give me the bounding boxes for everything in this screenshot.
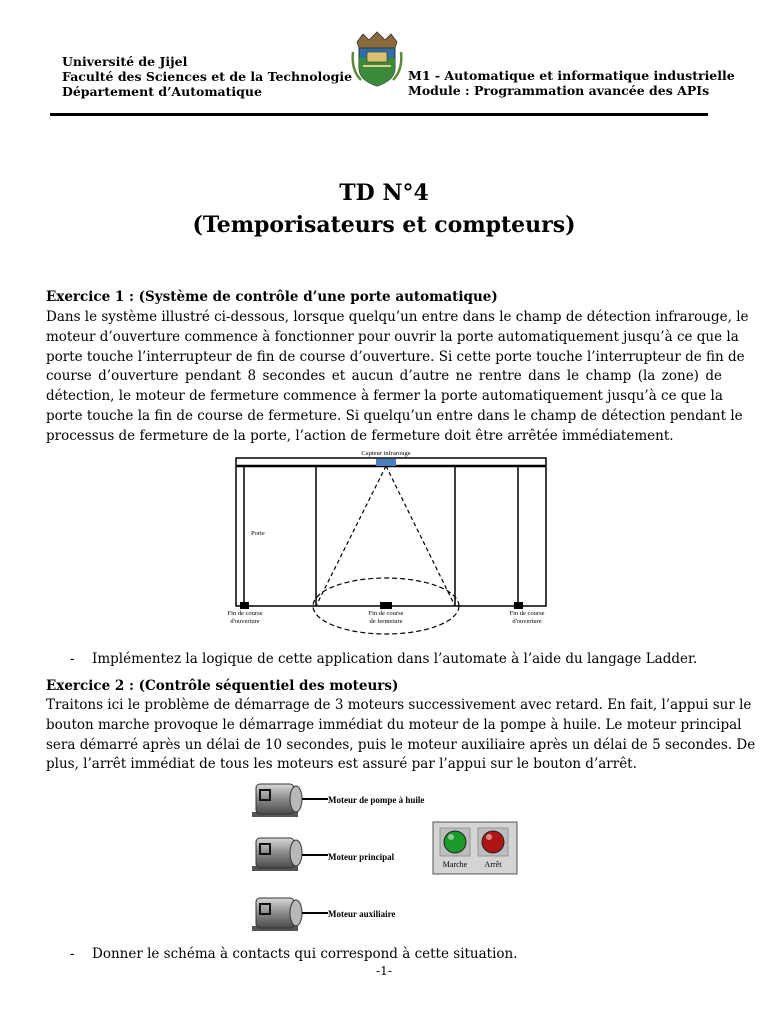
exercise-1-line: porte touche la fin de course de fermeture. Si quelqu’un entre dans le champ de détection pendant le <box>46 407 743 424</box>
exercise-1-task-text: Implémentez la logique de cette application dans l’automate à l’aide du langage Ladder. <box>92 651 698 667</box>
department-name: Département d’Automatique <box>62 84 262 99</box>
exercise-1-line: porte touche l’interrupteur de fin de course d’ouverture. Si cette porte touche l’interrupteur de fin de <box>46 348 745 365</box>
university-name: Université de Jijel <box>62 54 188 69</box>
university-logo <box>349 30 405 88</box>
bullet-dash: - <box>70 946 75 962</box>
open-limit-label-right: Fin de course <box>509 610 545 617</box>
exercise-1-line: Dans le système illustré ci-dessous, lorsque quelqu’un entre dans le champ de détection infrarouge, le <box>46 309 749 325</box>
infrared-sensor <box>376 459 396 466</box>
detection-cone-left <box>316 466 386 606</box>
exercise-2-line: sera démarré après un délai de 10 secondes, puis le moteur auxiliaire après un délai de 5 secondes. De <box>46 736 756 753</box>
exercise-2-line: plus, l’arrêt immédiat de tous les moteurs est assuré par l’appui sur le bouton d’arrêt. <box>46 756 637 773</box>
exercise-2-line: Traitons ici le problème de démarrage de 3 moteurs successivement avec retard. En fait, l’appui sur le <box>46 697 752 713</box>
start-button-icon <box>444 831 466 853</box>
faculty-name: Faculté des Sciences et de la Technologie <box>62 69 353 84</box>
close-limit-label: Fin de course <box>368 610 404 617</box>
open-limit-switch-right <box>514 602 523 609</box>
module-name: Module : Programmation avancée des APIs <box>408 83 710 98</box>
exercise-2-task-text: Donner le schéma à contacts qui correspond à cette situation. <box>92 946 518 962</box>
close-limit-switch <box>380 602 392 609</box>
automatic-door-diagram <box>226 449 552 641</box>
start-button-label: Marche <box>442 860 468 869</box>
motor-2-label: Moteur principal <box>328 852 395 862</box>
motors-diagram <box>248 776 520 940</box>
open-limit-label-right: d'ouverture <box>512 618 542 625</box>
exercise-2-text <box>46 696 756 775</box>
door-frame <box>236 458 546 606</box>
exercise-1-task <box>70 651 697 667</box>
exercise-1-line: course d’ouverture pendant 8 secondes et aucun d’autre ne rentre dans le champ (la zone) de <box>46 368 722 385</box>
motor-1-label: Moteur de pompe à huile <box>328 795 425 805</box>
auxiliary-motor-icon <box>252 898 328 931</box>
exercise-2-line: bouton marche provoque le démarrage immédiat du moteur de la pompe à huile. Le moteur principal <box>46 716 742 733</box>
open-limit-label: Fin de course <box>227 610 263 617</box>
bullet-dash: - <box>70 651 75 667</box>
exercise-2-heading: Exercice 2 : (Contrôle séquentiel des moteurs) <box>46 678 399 694</box>
door-label: Porte <box>251 530 265 537</box>
page-title: TD N°4 <box>339 180 429 206</box>
exercise-1-line: détection, le moteur de fermeture commence à fermer la porte automatiquement jusqu’à ce que la <box>46 388 723 405</box>
sensor-label: Capteur infrarouge <box>361 450 411 457</box>
stop-button-label: Arrêt <box>484 860 502 869</box>
page-subtitle: (Temporisateurs et compteurs) <box>192 212 576 238</box>
exercise-2-task <box>70 946 518 962</box>
header-program <box>408 68 735 98</box>
open-limit-label: d'ouverture <box>230 618 260 625</box>
close-limit-label: de fermeture <box>369 618 403 625</box>
program-name: M1 - Automatique et informatique industrielle <box>408 68 735 83</box>
header-divider <box>50 113 708 116</box>
stop-button-icon <box>482 831 504 853</box>
motor-3-label: Moteur auxiliaire <box>328 909 396 919</box>
exercise-1-line: moteur d’ouverture commence à fonctionner pour ouvrir la porte automatiquement jusqu’à ce que la <box>46 328 739 345</box>
header-institution <box>62 54 352 99</box>
page-number: -1- <box>376 964 392 978</box>
exercise-1-text <box>46 308 749 447</box>
exercise-1-line: processus de fermeture de la porte, l’action de fermeture doit être arrêtée immédiatement. <box>46 427 674 444</box>
exercise-1-heading: Exercice 1 : (Système de contrôle d’une porte automatique) <box>46 289 498 305</box>
open-limit-switch-left <box>240 602 249 609</box>
detection-cone-right <box>386 466 455 606</box>
oil-pump-motor-icon <box>252 784 328 817</box>
main-motor-icon <box>252 838 328 871</box>
